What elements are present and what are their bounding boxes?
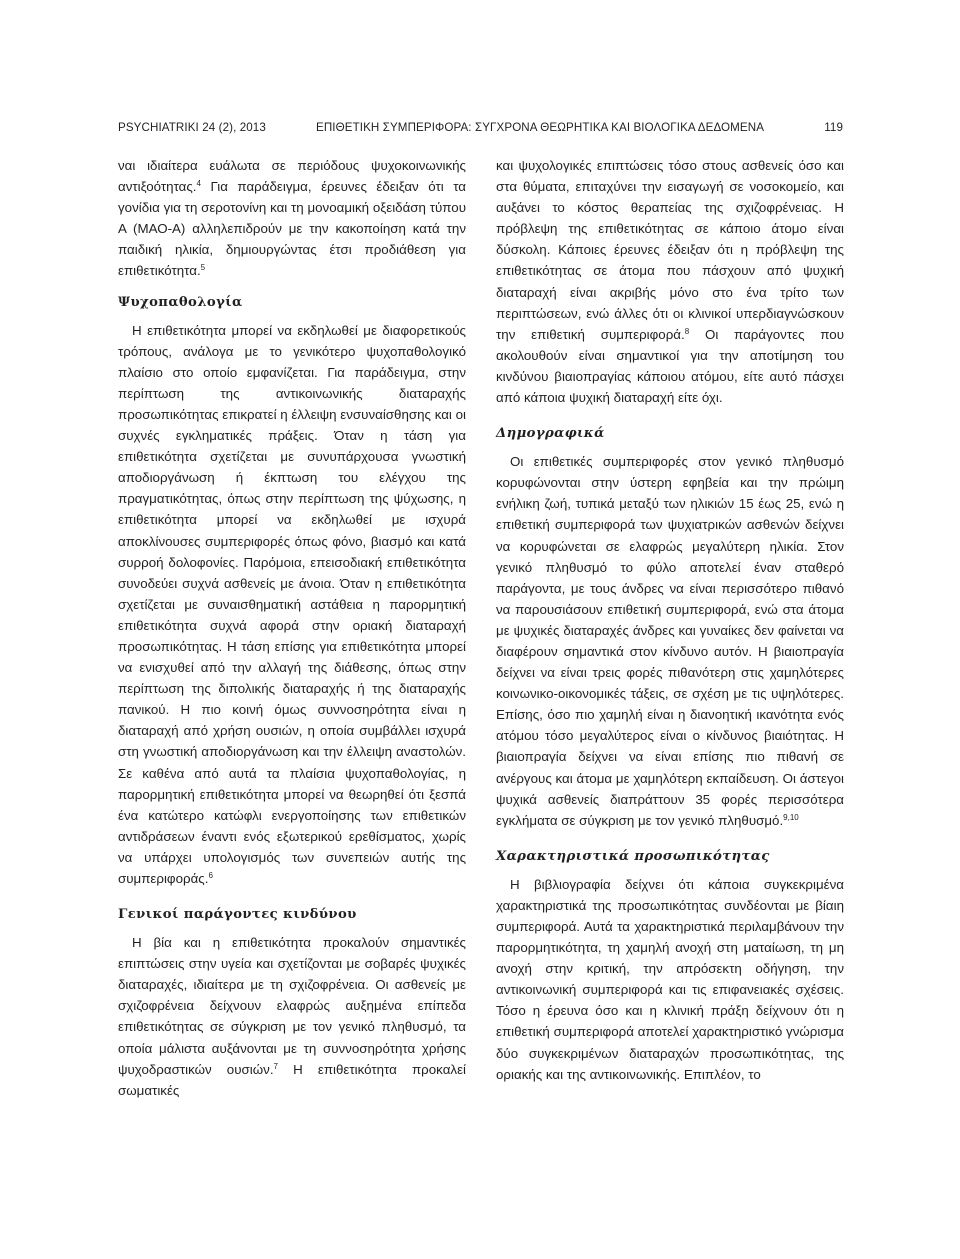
subsection-heading-demographics: Δημογραφικά: [496, 426, 605, 442]
continuation-paragraph: [496, 155, 844, 408]
intro-paragraph: [118, 155, 466, 282]
subsection-heading-personality: Χαρακτηριστικά προσωπικότητας: [496, 848, 770, 864]
section-heading-psychopathology: Ψυχοπαθολογία: [118, 294, 243, 310]
citation-ref: 4: [196, 179, 201, 189]
page-number: 119: [824, 121, 843, 134]
intro-text-cont: Για παράδειγμα, έρευνες έδειξαν ότι τα γονίδια για τη σεροτονίνη και τη μονοαμική οξειδάση τύπου Α (ΜΑΟ-Α) αλληλεπιδρούν με την κακοποίηση κατά την παιδική ηλικία, δημιουργώντας έτσι προδιάθεση για επιθετικότητα.: [118, 179, 466, 279]
section-heading-risk-factors: Γενικοί παράγοντες κινδύνου: [118, 907, 357, 923]
citation-ref: 8: [684, 326, 690, 336]
continuation-text: και ψυχολογικές επιπτώσεις τόσο στους ασθενείς όσο και στα θύματα, επιταχύνει την εισαγωγή σε νοσοκομείο, και αυξάνει το κόστος θεραπείας της σχιζοφρένειας. Η πρόβλεψη της επιθετικότητας σε κάποιο άτομο είναι δύσκολη. Κάποιες έρευνες έδειξαν ότι η πρόβλεψη της επιθετικότητας σε άτομα που πάσχουν από ψυχική διαταραχή είναι ακριβής μόνο στο ένα τρίτο των περιπτώσεων, ενώ άλλες ότι οι κλινικοί υπερδιαγνώσκουν την επιθετική συμπεριφορά.: [496, 158, 844, 342]
right-column: [496, 155, 844, 1085]
continuation-text-cont: Οι παράγοντες που ακολουθούν είναι σημαντικοί για την αποτίμηση του κινδύνου βιαιοπραγίας κάποιου ατόμου, είτε αυτό πάσχει από κάποια ψυχική διαταραχή είτε όχι.: [496, 326, 845, 406]
psychopathology-text: Η επιθετικότητα μπορεί να εκδηλωθεί με διαφορετικούς τρόπους, ανάλογα με το γενικότερο ψυχοπαθολογικό πλαίσιο στο οποίο εμφανίζεται. Για παράδειγμα, στην περίπτωση της αντικοινωνικής διαταραχής προσωπικότητας επικρατεί η έλλειψη ενσυναίσθησης και οι συχνές εγκληματικές πράξεις. Όταν η τάση για επιθετικότητα σχετίζεται με συνυπάρχουσα γνωστική αποδιοργάνωση ή έκπτωση του ελέγχου της πραγματικότητας, όπως στην περίπτωση της ψύχωσης, η επιθετικότητα μπορεί να εκδηλωθεί με ισχυρά αποκλίνουσες συμπεριφορές όπως φόνο, βιασμό και κατά συρροή δολοφονίες. Παρόμοια, επεισοδιακή επιθετικότητα συνοδεύει συχνά ασθενείς με άνοια. Όταν η επιθετικότητα σχετίζεται με συναισθηματική αστάθεια η παρορμητική επιθετικότητα συχνά αφορά στην οριακή διαταραχή προσωπικότητας. Η τάση επίσης για επιθετικότητα μπορεί να ενισχυθεί από την αλλαγή της διάθεσης, όπως στην περίπτωση της διπολικής διαταραχής ή της διαταραχής πανικού. Η πιο κοινή όμως συννοσηρότητα είναι η διαταραχή από χρήση ουσιών, η οποία συμβάλλει ισχυρά στη γνωστική αποδιοργάνωση και την έλλειψη αναστολών. Σε καθένα από αυτά τα πλαίσια ψυχοπαθολογίας, η παρορμητική επιθετικότητα μπορεί να θεωρηθεί ότι ξεσπά ένα κατώτερο κατώφλι ενεργοποίησης των επιθετικών αντιδράσεων έναντι ενός εξωτερικού ερεθίσματος, χωρίς να υπάρχει υπολογισμός των συνεπειών αυτής της συμπεριφοράς.: [118, 322, 466, 886]
citation-ref: 9,10: [783, 812, 799, 822]
personality-paragraph: [496, 874, 844, 1085]
personality-text: Η βιβλιογραφία δείχνει ότι κάποια συγκεκριμένα χαρακτηριστικά της προσωπικότητας συνδέονται με βίαιη συμπεριφορά. Αυτά τα χαρακτηριστικά περιλαμβάνουν την παρορμητικότητα, τη χαμηλή ανοχή στη ματαίωση, τη μη ανοχή στην κριτική, την απρόσεκτη οδήγηση, την αντικοινωνική συμπεριφορά και τις επιφανειακές σχέσεις. Τόσο η έρευνα όσο και η κλινική πράξη δείχνουν ότι η επιθετική συμπεριφορά αποτελεί χαρακτηριστικό γνώρισμα δύο συγκεκριμένων διαταραχών προσωπικότητας, της οριακής και της αντικοινωνικής. Επιπλέον, το: [496, 876, 844, 1082]
citation-ref: 6: [208, 871, 213, 880]
intro-text: ναι ιδιαίτερα ευάλωτα σε περιόδους ψυχοκοινωνικής αντιξοότητας.: [118, 158, 466, 195]
risk-factors-paragraph: [118, 932, 466, 1101]
risk-factors-text-cont: Η επιθετικότητα προκαλεί σωματικές: [118, 1061, 466, 1098]
running-header: [118, 121, 843, 139]
risk-factors-text: Η βία και η επιθετικότητα προκαλούν σημαντικές επιπτώσεις στην υγεία και σχετίζονται με σοβαρές ψυχικές διαταραχές, ιδιαίτερα με τη σχιζοφρένεια. Οι ασθενείς με σχιζοφρένεια δείχνουν ελαφρώς αυξημένα επίπεδα επιθετικότητας σε σύγκριση με τον γενικό πληθυσμό, τα οποία μάλιστα αυξάνονται με τη συννοσηρότητα χρήσης ψυχοδραστικών ουσιών.: [118, 935, 466, 1077]
demographics-text: Οι επιθετικές συμπεριφορές στον γενικό πληθυσμό κορυφώνονται στην ύστερη εφηβεία και την πρώιμη ενήλικη ζωή, τυπικά μεταξύ των ηλικιών 15 έως 25, ενώ η επιθετική συμπεριφορά των ψυχιατρικών ασθενών δείχνει να κορυφώνεται σε ελαφρώς μεγαλύτερη ηλικία. Στον γενικό πληθυσμό το φύλο αποτελεί έναν σταθερό παράγοντα, με τους άνδρες να είναι περισσότερο πιθανό να παρουσιάσουν επιθετική συμπεριφορά, ενώ στα άτομα με ψυχικές διαταραχές άνδρες και γυναίκες δεν φαίνεται να διαφέρουν σημαντικά στον κίνδυνο αυτόν. Η βιαιοπραγία δείχνει να είναι τρεις φορές πιθανότερη στις χαμηλότερες κοινωνικο-οικονομικές τάξεις, σε σχέση με τις υψηλότερες. Επίσης, όσο πιο χαμηλή είναι η διανοητική ικανότητα ενός ατόμου τόσο μεγαλύτερος είναι ο κίνδυνος βιαιότητας. Η βιαιοπραγία δείχνει να είναι επίσης πιο πιθανή σε ανέργους και άτομα με χαμηλότερη εκπαίδευση. Οι άστεγοι ψυχικά ασθενείς διαπράττουν 35 φορές περισσότερα εγκλήματα σε σύγκριση με τον γενικό πληθυσμό.: [496, 454, 844, 828]
demographics-paragraph: [496, 451, 844, 831]
citation-ref: 5: [200, 263, 206, 273]
left-column: [118, 155, 466, 1101]
journal-citation: PSYCHIATRIKI 24 (2), 2013: [118, 121, 266, 134]
running-title: ΕΠΙΘΕΤΙΚΗ ΣΥΜΠΕΡΙΦΟΡΑ: ΣΥΓΧΡΟΝΑ ΘΕΩΡΗΤΙΚΑ ΚΑΙ ΒΙΟΛΟΓΙΚΑ ΔΕΔΟΜΕΝΑ: [316, 121, 765, 134]
psychopathology-paragraph: [118, 320, 466, 890]
citation-ref: 7: [273, 1061, 278, 1071]
